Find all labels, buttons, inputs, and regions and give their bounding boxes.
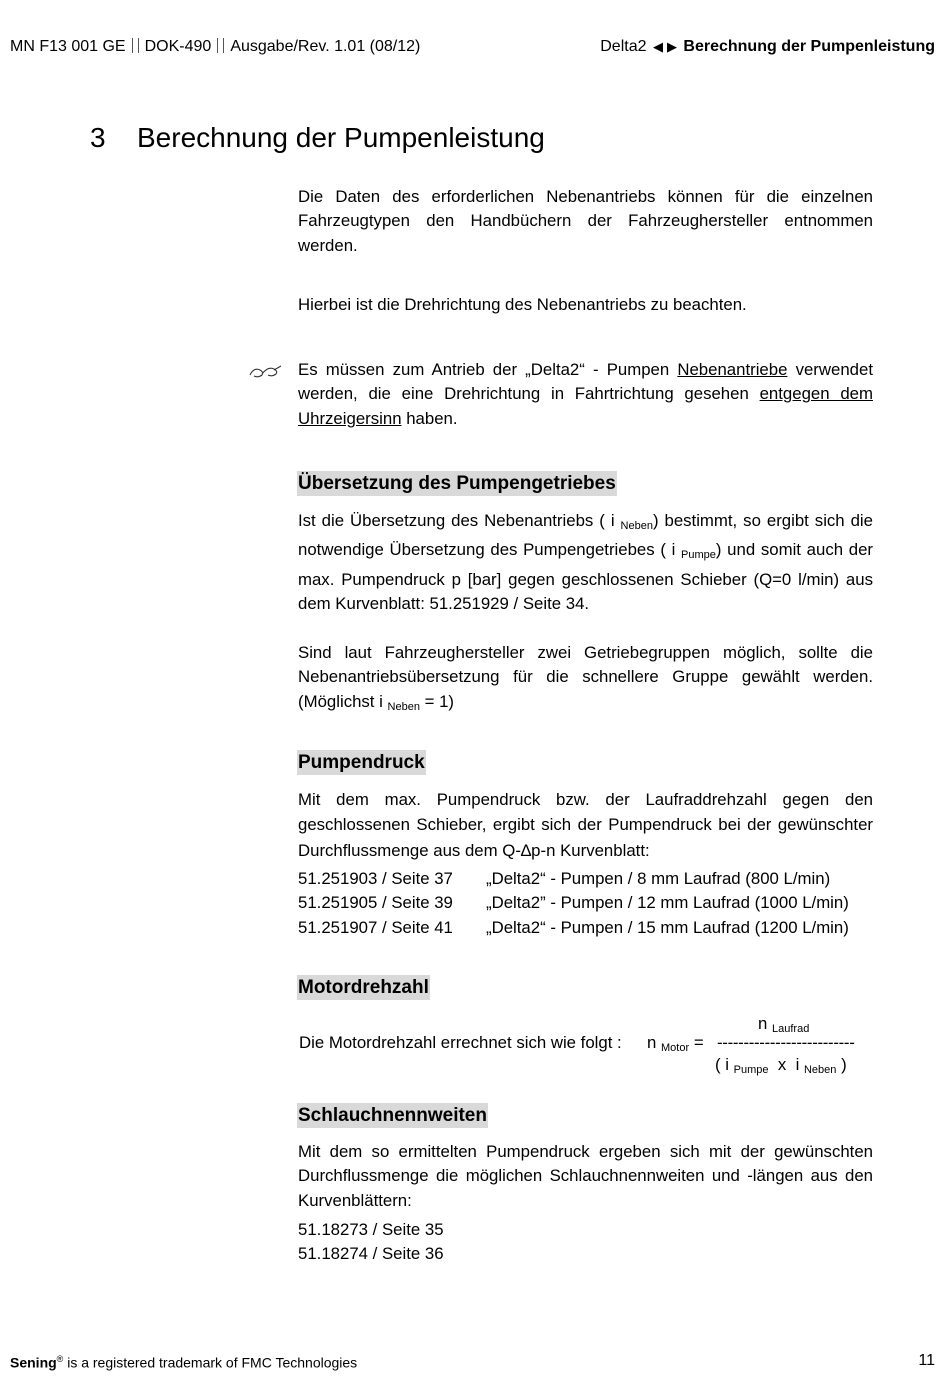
list-desc: „Delta2” - Pumpen / 12 mm Laufrad (1000 L/min): [486, 893, 849, 913]
list-ref: 51.251907 / Seite 41: [298, 917, 453, 937]
sec1-block-2: [298, 641, 873, 719]
list-ref: 51.251903 / Seite 37: [298, 869, 453, 888]
text: = 1): [419, 691, 454, 711]
note-text: Es müssen zum Antrieb der „Delta2“ - Pumpen: [298, 360, 678, 379]
sec1-paragraph-2: [298, 641, 873, 719]
text: Sind laut Fahrzeughersteller zwei Getriebegruppen möglich, sollte die Nebenantriebsübersetzung für die schnellere Gruppe gewählt werden. (Möglichst i: [298, 643, 873, 711]
intro-block: [298, 185, 873, 258]
header-section-title: Berechnung der Pumpenleistung: [683, 38, 935, 55]
list-item: [298, 916, 888, 940]
note-paragraph: [298, 358, 873, 431]
intro-block-2: [298, 293, 873, 317]
trademark-text: is a registered trademark of FMC Technologies: [63, 1354, 358, 1371]
note-underlined: Nebenantriebe: [677, 360, 788, 379]
note-text: haben.: [401, 408, 458, 428]
product-name: Delta2: [600, 38, 647, 55]
registered-mark: ®: [56, 1354, 64, 1364]
text: Ist die Übersetzung des Nebenantriebs ( i: [298, 511, 621, 530]
list-desc: „Delta2“ - Pumpen / 15 mm Laufrad (1200 L/min): [486, 917, 849, 937]
chapter-number: 3: [90, 122, 106, 153]
sec1-block: [298, 509, 873, 616]
list-item: [298, 867, 888, 891]
chapter-title: Berechnung der Pumpenleistung: [137, 122, 545, 153]
separator: [132, 38, 139, 53]
list-item: 51.18273 / Seite 35: [298, 1220, 444, 1239]
page-number: 11: [918, 1352, 935, 1369]
pointing-hand-icon: [248, 362, 284, 382]
note-text: verwendet werden, die eine Drehrichtung in Fahrtrichtung gesehen: [298, 360, 873, 404]
text: ) und somit auch der max. Pumpendruck p [bar] gegen geschlossenen Schieber (Q=0 l/min) aus dem Kurvenblatt: 51.251929 / Seite 34.: [298, 540, 873, 613]
section-heading-motordrehzahl: Motordrehzahl: [298, 977, 429, 998]
list-desc: „Delta2“ - Pumpen / 8 mm Laufrad (800 L/min): [486, 869, 831, 888]
symbol: x: [777, 1055, 787, 1074]
intro-paragraph-1: Die Daten des erforderlichen Nebenantriebs können für die einzelnen Fahrzeugtypen den Handbüchern der Fahrzeughersteller entnommen werden.: [298, 187, 873, 255]
text: ) bestimmt, so ergibt sich die notwendige Übersetzung des Pumpengetriebes ( i: [298, 511, 873, 560]
sec1-paragraph-1: [298, 509, 873, 616]
formula-numerator: [758, 1014, 809, 1035]
symbol: i: [795, 1055, 800, 1074]
subscript: Pumpe: [733, 1064, 769, 1076]
arrow-right-icon: ▶: [666, 39, 677, 54]
page-header-right: [600, 38, 935, 56]
fraction-line: --------------------------: [717, 1033, 855, 1052]
formula-motordrehzahl: [299, 1014, 879, 1084]
hose-curve-list: [298, 1218, 873, 1267]
formula-lhs: [647, 1033, 704, 1054]
revision: Ausgabe/Rev. 1.01 (08/12): [230, 38, 421, 55]
symbol: ( i: [715, 1055, 729, 1074]
section-heading-pumpendruck: Pumpendruck: [298, 752, 425, 773]
separator: [217, 38, 224, 53]
subscript: Neben: [803, 1064, 837, 1076]
curve-list: [298, 867, 888, 940]
sec4-block: [298, 1140, 873, 1213]
doc-number: MN F13 001 GE: [10, 38, 126, 55]
brand-name: Sening: [10, 1354, 57, 1371]
equals: =: [693, 1033, 704, 1052]
doc-id: DOK-490: [144, 38, 212, 55]
sec2-paragraph: Mit dem max. Pumpendruck bzw. der Laufraddrehzahl gegen den geschlossenen Schieber, ergibt sich der Pumpendruck bei der gewünschter Durchflussmenge aus dem Q-∆p-n Kurvenblatt:: [298, 790, 873, 860]
subscript: Laufrad: [772, 1023, 810, 1035]
subscript: Motor: [661, 1042, 690, 1054]
section-heading-schlauchnennweiten: Schlauchnennweiten: [298, 1105, 487, 1126]
sec2-block: [298, 787, 873, 863]
list-ref: 51.251905 / Seite 39: [298, 893, 453, 913]
symbol: ): [841, 1055, 847, 1074]
arrow-left-icon: ◀: [652, 39, 663, 54]
page-header-left: [10, 38, 420, 56]
formula-lead: Die Motordrehzahl errechnet sich wie folgt :: [299, 1033, 622, 1052]
list-item: 51.18274 / Seite 36: [298, 1244, 444, 1264]
symbol: n: [647, 1033, 657, 1052]
footer-trademark: [10, 1354, 357, 1371]
subscript: Neben: [387, 700, 420, 713]
formula-denominator: [715, 1055, 847, 1076]
note-block: [298, 358, 873, 431]
note-underlined: entgegen dem Uhrzeigersinn: [298, 384, 873, 428]
chapter-heading: [90, 122, 545, 154]
sec4-paragraph: Mit dem so ermittelten Pumpendruck ergeben sich mit der gewünschten Durchflussmenge die möglichen Schlauchnennweiten und -längen aus den Kurvenblättern:: [298, 1142, 873, 1210]
section-heading-uebersetzung: Übersetzung des Pumpengetriebes: [298, 473, 616, 494]
symbol: n: [758, 1014, 768, 1033]
intro-paragraph-2: Hierbei ist die Drehrichtung des Nebenantriebs zu beachten.: [298, 295, 747, 314]
list-item: [298, 891, 888, 915]
subscript: Pumpe: [681, 549, 716, 562]
subscript: Neben: [620, 520, 653, 532]
